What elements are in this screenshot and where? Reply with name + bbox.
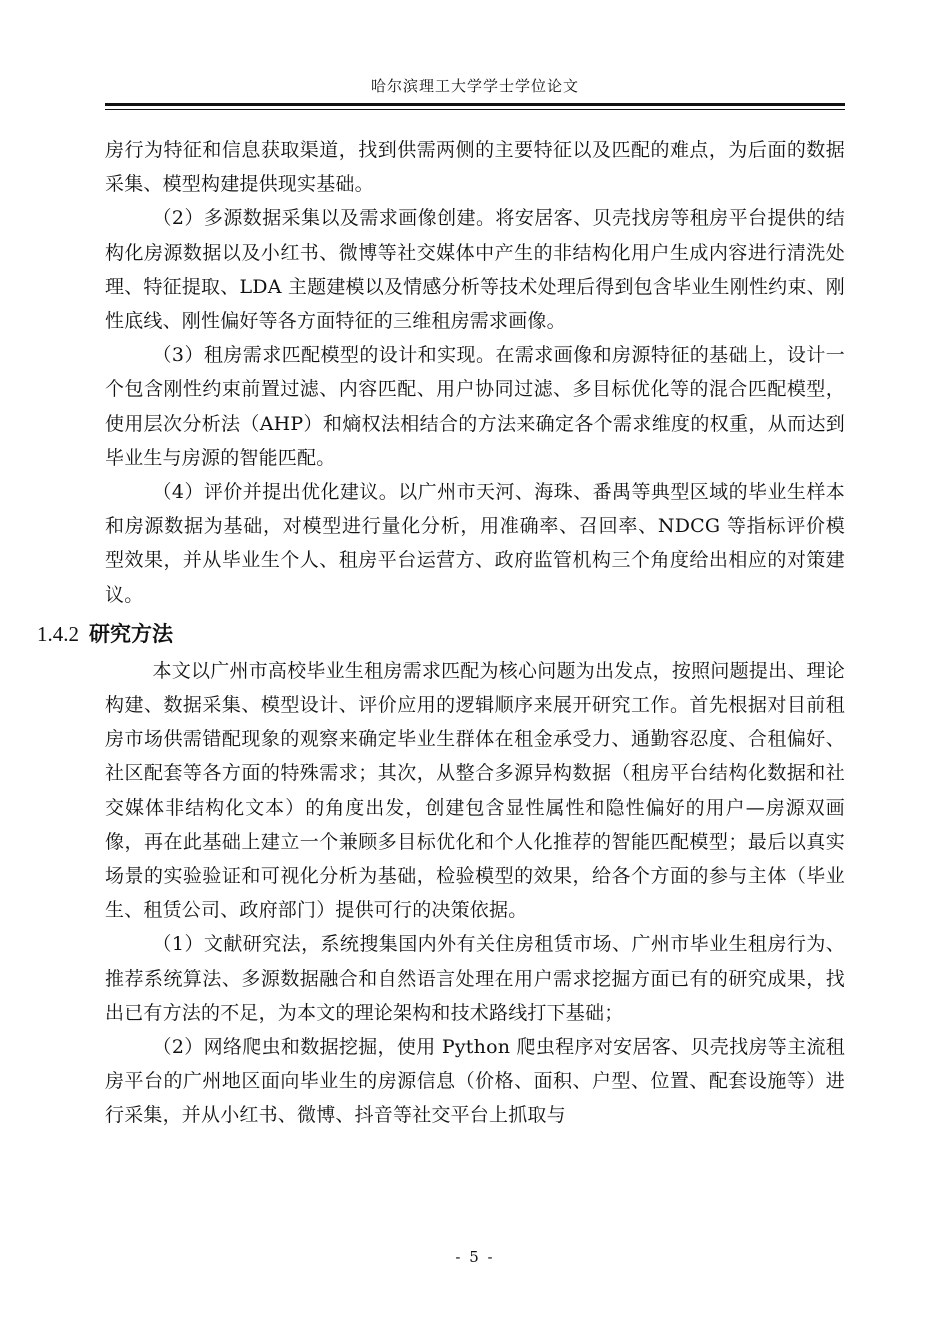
section-number: 1.4.2: [37, 621, 79, 646]
paragraph-methods-intro: 本文以广州市高校毕业生租房需求匹配为核心问题为出发点，按照问题提出、理论构建、数据采集、模型设计、评价应用的逻辑顺序来展开研究工作。首先根据对目前租房市场供需错配现象的观察来确定毕业生群体在租金承受力、通勤容忍度、合租偏好、社区配套等各方面的特殊需求；其次，从整合多源异构数据（租房平台结构化数据和社交媒体非结构化文本）的角度出发，创建包含显性属性和隐性偏好的用户—房源双画像，再在此基础上建立一个兼顾多目标优化和个人化推荐的智能匹配模型；最后以真实场景的实验验证和可视化分析为基础，检验模型的效果，给各个方面的参与主体（毕业生、租赁公司、政府部门）提供可行的决策依据。: [105, 659, 845, 922]
paragraph-continued: 房行为特征和信息获取渠道，找到供需两侧的主要特征以及匹配的难点，为后面的数据采集、模型构建提供现实基础。: [105, 139, 845, 196]
page-number: - 5 -: [455, 1248, 495, 1266]
page-body: [37, 133, 845, 1133]
running-header: 哈尔滨理工大学学士学位论文: [370, 77, 579, 95]
header-rule-thin: [105, 109, 845, 110]
paragraph-item-3: （3）租房需求匹配模型的设计和实现。在需求画像和房源特征的基础上，设计一个包含刚性约束前置过滤、内容匹配、用户协同过滤、多目标优化等的混合匹配模型，使用层次分析法（AHP）和熵权法相结合的方法来确定各个需求维度的权重，从而达到毕业生与房源的智能匹配。: [105, 344, 845, 469]
header-rule-thick: [105, 103, 845, 106]
section-title: 研究方法: [89, 621, 173, 646]
paragraph-item-4: （4）评价并提出优化建议。以广州市天河、海珠、番禺等典型区域的毕业生样本和房源数据为基础，对模型进行量化分析，用准确率、召回率、NDCG 等指标评价模型效果，并从毕业生个人、租房平台运营方、政府监管机构三个角度给出相应的对策建议。: [105, 481, 845, 606]
paragraph-item-2: （2）多源数据采集以及需求画像创建。将安居客、贝壳找房等租房平台提供的结构化房源数据以及小红书、微博等社交媒体中产生的非结构化用户生成内容进行清洗处理、特征提取、LDA 主题建模以及情感分析等技术处理后得到包含毕业生刚性约束、刚性底线、刚性偏好等各方面特征的三维租房需求画像。: [105, 207, 845, 333]
paragraph-method-2: （2）网络爬虫和数据挖掘，使用 Python 爬虫程序对安居客、贝壳找房等主流租房平台的广州地区面向毕业生的房源信息（价格、面积、户型、位置、配套设施等）进行采集，并从小红书、微博、抖音等社交平台上抓取与: [105, 1036, 845, 1127]
paragraph-method-1: （1）文献研究法，系统搜集国内外有关住房租赁市场、广州市毕业生租房行为、推荐系统算法、多源数据融合和自然语言处理在用户需求挖掘方面已有的研究成果，找出已有方法的不足，为本文的理论架构和技术路线打下基础；: [105, 933, 845, 1024]
section-heading: [37, 614, 845, 654]
